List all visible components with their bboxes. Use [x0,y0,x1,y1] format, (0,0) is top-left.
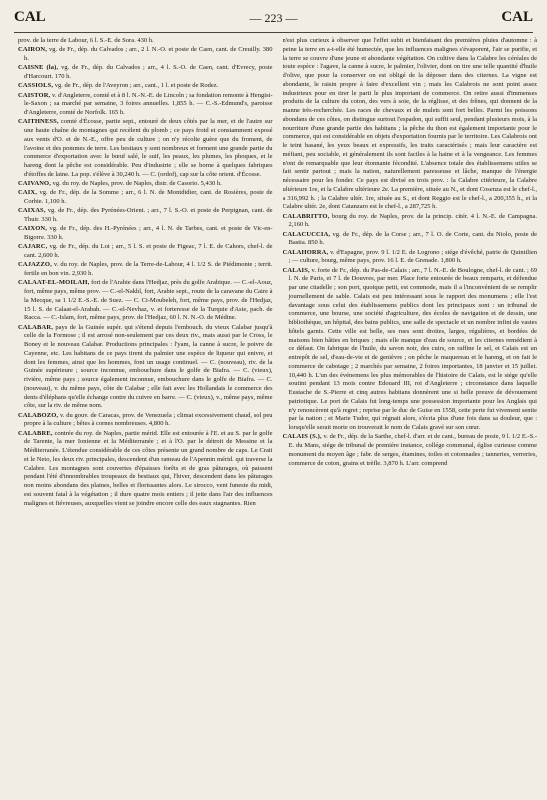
running-head-left: CAL [14,9,46,25]
entry-headword: CAJAZZO, [18,261,52,269]
dictionary-entry [283,213,538,231]
entry-text: v. forte de Fr., dép. du Pas-de-Calais ; arr., 7 l. N.-E. de Boulogne, chef-l. de cant. ; 69 l. N. de Paris, et 7 l. de Douvres, par mer. Place forte entourée de beaux remparts, et défendue par une citadelle ; son port, quoique petit, est commode, mais il a l'inconvénient de se remplir journellement de sable. Calais est peu intéressant sous le rapport des monumens ; elle l'est davantage sous celui des établissemens publics dont les principaux sont : un tribunal de commerce, une bourse, une société d'agriculture, des écoles de navigation et de dessin, une bibliothèque, un hôpital, des bains publics, une salle de spectacle et un nombre infini de vastes hôtels garnis. Cette ville est belle, ses rues sont droites, larges, régulières, et bordées de maisons bien bâties en briques ; mais elle manque d'eau de source, et les citernes remédient à ce défaut. On fabrique de l'huile, du savon noir, des cuirs, on raffine le sel, et Calais est un entrepôt de sel, d'eau-de-vie et de genièvre ; on pêche le maquereau et le hareng, et on fait le commerce de cabotage ; 2 marchés par semaine, 2 foires importantes, 18 janvier et 15 juillet. 10,440 h. L'un des événemens les plus mémorables de l'histoire de Calais, est le siége qu'elle soutint pendant 13 mois contre Edouard III, roi d'Angleterre ; circonstance dans laquelle Eustache de S.-Pierre et cinq autres habitans donnèrent une si belle preuve de dévouement patriotique. Le port de Calais fut long-temps une possession importante pour les Anglais qui n'y renoncèrent qu'à regret ; reprise par le duc de Guise en 1558, cette perte fut vivement sentie par la nation ; et Marie Tudor, qui régnait alors, s'écria plus d'une fois dans sa douleur, que : lorsqu'elle serait morte on trouverait le nom de Calais gravé sur son cœur. [288,266,537,431]
entry-headword: CAIRON, [18,46,48,54]
dictionary-entry [18,243,273,261]
entry-headword: CALABRITTO, [282,212,330,220]
dictionary-entry [283,433,538,468]
dictionary-entry [18,189,273,207]
dictionary-entry [18,180,273,189]
entry-headword: CAIX, [18,189,37,197]
entry-text: vg. de Fr., dép. du Lot ; arr., 5 l. S. et poste de Figeac, 7 l. E. de Cahors, chef-l. de cant. 2,600 h. [24,243,273,259]
entry-text: vg. de Fr., dép. de l'Aveyron ; arr., cant., 1 l. et poste de Rodez. [54,82,219,90]
entry-text: vg. de Fr., dép. du Calvados ; arr., 2 l. N.-O. et poste de Caen, cant. de Creuilly. 380 h. [24,46,273,62]
entry-text: comté d'Écosse, partie sept., entouré de deux côtés par la mer, et de l'autre sur une haute chaîne de montagnes qui recèlent du plomb ; ce pays froid et constamment exposé aux vents d'O. et de N.-E., offre peu de culture ; on n'y récolte guère que du froment, de l'avoine et des pommes de terre. Les bestiaux y sont nombreux et forment une grande partie du commerce d'exportation avec le bœuf salé, le suif, les peaux, les plumes, les phoques, et le hareng dont la pêche est considérable. Peu d'industrie ; elle se borne à quelques fabriques d'étoffes de laine. La pop. s'élève à 30,240 h. — C. (ordof), cap sur la côte orient. d'Écosse. [24,118,273,178]
entry-headword: CALACUCCIA, [282,230,331,238]
dictionary-entry [18,207,273,225]
dictionary-entry [18,324,273,412]
entry-headword: CALAIS (S.), [282,433,322,441]
dictionary-entry [18,118,273,179]
entry-headword: CALAIS, [282,266,310,274]
entry-headword: CALAHORRA, [282,248,329,256]
entry-text: v. de Fr., dép. de la Sarthe, chef-l. d'arr. et de cant., bureau de poste, 9 l. 1/2 E.-S.-E. du Mans, siége de tribunal de première instance, collége communal, église curieuse comme monument du moyen âge ; fabr. de serges, étamines, toiles et cotonnades ; tanneries, verreries, commerce de coton, grains et trèfle. 3,870 h. L'arr. comprend [288,433,537,467]
dictionary-entry [283,37,538,212]
entry-headword: CAIXON, [18,225,48,233]
entry-text: vg. du roy. de Naples, prov. de Naples, distr. de Casorio. 5,430 h. [52,180,222,187]
entry-headword: CAISNE (la), [18,64,59,72]
right-column [283,37,538,794]
header-rule [14,32,533,33]
entry-text: contrée du roy. de Naples, partie mérid. Elle est entourée à l'E. et au S. par le golfe de Tarente, la mer Ionienne et la Méditerranée ; et à l'O. par le détroit de Messine et la Méditerranée. L'étendue considérable de ces côtes présente un grand nombre de caps. Le Crati et le Neto, les deux riv. principales, descendent d'un rameau de l'Apennin mérid. qui traverse la Calabre. Les montagnes sont couvertes d'épaisses forêts et de gras pâturages, où paissent pendant l'été d'innombrables troupeaux de bestiaux qui, l'hiver, descendent dans les pâturages non moins abondans des plaines, belles et florissantes alors. Le sirocco, vent funeste du midi, est souvent fatal à la végétation ; il dure quatre mois entiers ; il jette dans l'air des influences malignes et fiévreuses, auxquelles vient se joindre encore celle des eaux stagnantes. Rien [24,429,273,507]
entry-headword: CALABAR, [18,323,53,331]
page-header [14,6,533,26]
entry-headword: CALABRE, [18,429,53,437]
text-columns [18,37,537,794]
dictionary-entry [283,249,538,267]
entry-text: vg. de Fr., dép. des Pyrénées-Orient. ; arr., 7 l. S.-O. et poste de Perpignan, cant. de Thuir. 330 h. [24,207,273,223]
entry-headword: CAISTOR, [18,91,51,99]
entry-text: fort de l'Arabie dans l'Hedjaz, près du golfe Arabique. — C.-el-Aouz, fort, même pays, même prov. — C.-el-Nakhl, fort, Arabie sept., route de la caravane du Caire à la Mecque, sa 1 1/2 E.-S.-E. de Suez. — C. Ci-Moubeleh, fort, même pays, prov. de l'Hedjaz, 15 l. S. de Calaat-el-Arabah. — C.-el-Nevhaz, v. et forteresse de la Turquie d'Asie, pach. de Racca. — C.-Islam, fort, même pays, prov. de l'Hedjaz, 60 l. N. N.-O. de Médine. [24,279,273,322]
dictionary-entry [283,267,538,433]
entry-text: v. d'Espagne, prov. 9 l. 1/2 E. de Logrono ; siége d'évêché, patrie de Quintilien ; — culture, bourg, même pays, prov. 16 l. E. de Grenade. 1,800 h. [288,248,537,265]
entry-headword: CAIVANO, [18,180,52,187]
running-head-right: CAL [501,9,533,25]
dictionary-entry [18,412,273,430]
entry-headword: CAITHNESS, [18,118,59,126]
entry-text: bourg du roy. de Naples, prov. de la princip. citér. 4 l. N.-E. de Campagna. 2,160 h. [288,212,537,229]
dictionary-entry [18,430,273,509]
entry-headword: CALAAT-EL-MOILAH, [18,279,90,287]
dictionary-entry [18,261,273,279]
dictionary-entry [283,231,538,249]
dictionary-entry [18,37,273,46]
entry-text: pays de la Guinée supér. qui s'étend depuis l'embouch. du vieux Calabar jusqu'à celle de la Formose ; il est arrosé non-seulement par ces deux riv., mais aussi par le Cross, le Boney et le nouveau Calabar. Productions principales : l'yam, la canne à sucre, le poivre de Cayenne, etc. Les habitans de ce pays tirent du palmier une espèce de liqueur qui enivre, et dont les femmes, ainsi que les hommes, font un usage continuel. — C. (nouveau), riv. de la Guinée supérieure ; source inconnue, embouchure dans le golfe de Biafra. — C. (vieux), rivière, même pays ; source également inconnue, embouchure dans le golfe de Biafra. — C. (nouveau), v. du même pays, côte de Calabar ; elle fait avec les Hollandais le commerce des dents d'éléphans qu'elle échange contre du cuivre en barre. — C. (vieux), v., même pays, même côte, sur la riv. de même nom. [24,323,273,410]
dictionary-entry [18,64,273,82]
dictionary-entry [18,225,273,243]
entry-text: v. d'Angleterre, comté et à 8 l. N.-N.-E. de Lincoln ; sa fondation remonte à Hengist-le-Saxon ; sa marché par semaine, 3 foires annuelles. 1,855 h. — C.-S.-Edmund's, paroisse d'Angleterre, comté de Norfolk. 165 h. [24,91,273,116]
entry-text: v. du gouv. de Caracas, prov. de Venezuela ; climat excessivement chaud, sol peu propre à la culture ; bêtes à cornes nombreuses. 4,800 h. [24,411,273,428]
dictionary-entry [18,279,273,323]
entry-headword: CAIXAS, [18,207,46,215]
entry-headword: CASSIOLS, [18,82,54,90]
entry-text: vg. de Fr., dép. des H.-Pyrénées ; arr., 4 l. N. de Tarbes, cant. et poste de Vic-en-Bigorre. 330 h. [24,225,273,241]
entry-text: vg. de Fr., dép. de la Corse ; arr., 7 l. O. de Corte, cant. du Niolo, poste de Bastia. 850 h. [288,230,537,247]
entry-headword: CAJARC, [18,243,48,251]
entry-text: vg. de Fr., dép. de la Somme ; arr., 6 l. N. de Montdidier, cant. de Rosières, poste de Corbie. 1,100 h. [24,189,273,205]
entry-text: vg. de Fr., dép. du Calvados ; arr., 4 l. S.-O. de Caen, cant. d'Evrecy, poste d'Harcourt. 170 h. [24,64,273,80]
left-column [18,37,273,794]
entry-text: prov. de la terre de Labour, 6 l. S.-E. de Sora. 430 h. [18,37,154,44]
entry-text: v. du roy. de Naples, prov. de la Terre-de-Labour, 4 l. 1/2 S. de Piédimonte ; territ. fertile en bon vin. 2,930 h. [24,261,273,277]
dictionary-entry [18,82,273,91]
entry-headword: CALABOZO, [18,411,59,419]
entry-text: n'est plus curieux à observer que l'effet subit et bienfaisant des premières pluies d'automne : à peine la terre en a-t-elle été humectée, que les influences malignes s'évaporent, l'air se purifie, et la terre se couvre d'une jeune et abondante végétation. On cultive dans la Calabre les céréales de toute espèce : l'agave, la canne à sucre, le palmier, l'olivier, dont on tire une telle quantité d'huile d'olive, que pour la conserver on est obligé de la déposer dans des citernes. La vigne est abondante, le raisin propre à faire d'excellent vin ; mais les Calabrois ne sont point assez industrieux pour en tirer le parti le plus important de commerce. On retire aussi d'immenses produits de la culture du coton, des vers à soie, de la réglisse, et des frênes, qui donnent de la manne très-recherchée. Les races de chevaux et de mulets sont fort belles. Parmi les poissons abondans de ces côtes, on distingue surtout l'espadon, qui suffit seul, pendant plusieurs mois, à la nourriture d'une grande partie des habitans ; la pêche du thon est également importante pour le commerce, qui est considérable en objets d'exportation fournis par le territoire. Les Calabrois ont le teint basané, les yeux beaux et expressifs, les traits caractérisés ; mais leur caractère est méfiant, peu sociable, et généralement ils sont faciles à la haine et à la vengeance. Les femmes n'ont de remarquable que leur étonnante fécondité. L'absence totale des établissemens utiles se fait sentir partout ; mais la nation, naturellement paresseuse et lâche, manque de l'énergie nécessaire pour les fonder. Ce pays est divisé en trois prov. : la Calabre citérieure, la Calabre ultérieure 1re, et la Calabre ultérieure 2e. La première, située au N., et dont Cosenza est le chef-l., a 316,992 h. ; la Calabre ultér. 1re, située au S., et dont Reggio est le chef-l., a 200,355 h., et la Calabre ultér. 2e, dont Catanzaro est le chef-l., a 287,725 h. [282,37,537,211]
dictionary-entry [18,46,273,64]
page-number: — 223 — [249,11,298,25]
dictionary-entry [18,92,273,118]
